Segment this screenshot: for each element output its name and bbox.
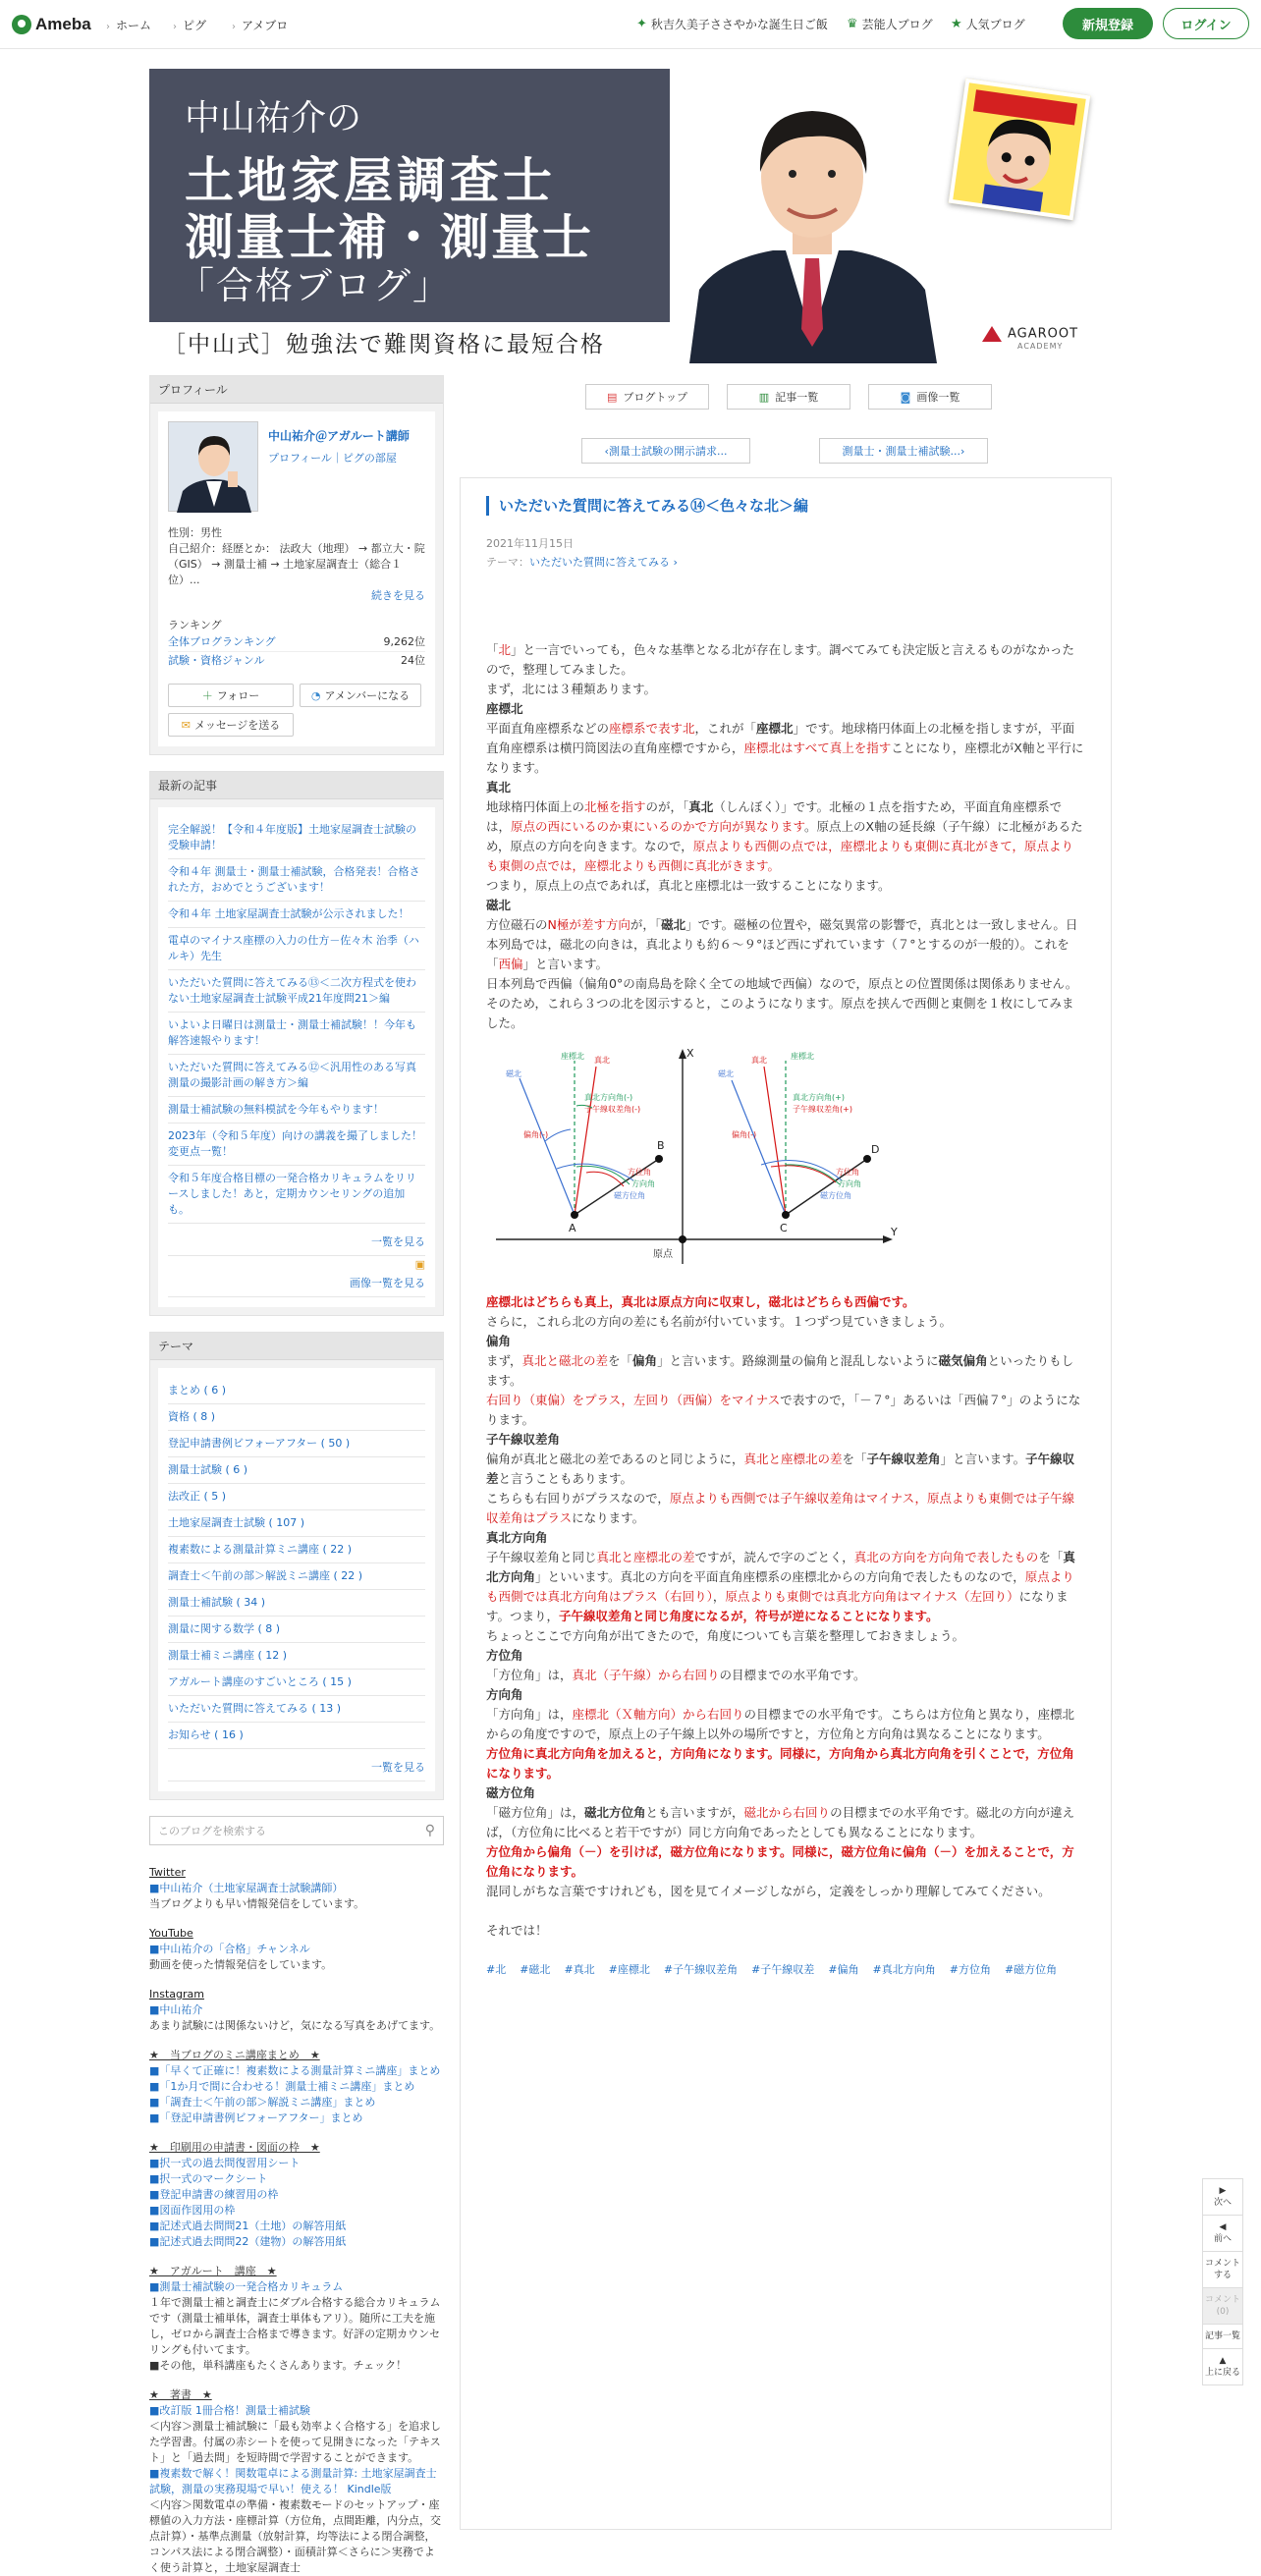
heading-jihoku: 磁北 [486, 898, 512, 912]
floating-nav [1202, 2178, 1243, 2385]
prev-article-float[interactable]: ◀ 前へ [1203, 2216, 1242, 2252]
left-jiki-label: 磁北 [506, 1069, 521, 1078]
right-jihou-label: 磁方位角 [820, 1191, 851, 1200]
point-a [571, 1211, 578, 1219]
label-b: B [657, 1139, 665, 1152]
print-sheet-link[interactable]: ■択一式のマークシート [149, 2172, 268, 2185]
amember-button[interactable]: ◔ アメンバーになる [300, 684, 421, 707]
theme-heading: テーマ [150, 1333, 443, 1360]
hashtag[interactable]: #座標北 [608, 1963, 650, 1976]
blog-search-input[interactable]: このブログを検索する ⚲ [149, 1816, 444, 1845]
theme-item[interactable]: いただいた質問に答えてみる ( 13 ) [168, 1696, 425, 1723]
twitter-heading[interactable]: Twitter [149, 1866, 186, 1879]
recent-item[interactable]: いよいよ日曜日は測量士・測量士補試験！！今年も解答速報やります！ [168, 1013, 425, 1055]
image-list-link[interactable]: 画像一覧を見る [168, 1271, 425, 1297]
theme-item[interactable]: 測量に関する数学 ( 8 ) [168, 1617, 425, 1643]
recent-heading: 最新の記事 [150, 772, 443, 799]
banner-title-panel: 中山祐介の 土地家屋調査士 測量士補・測量士 「合格ブログ」 [149, 69, 670, 322]
theme-more-link[interactable]: 一覧を見る [168, 1755, 425, 1781]
para-angle-intro: ちょっとここで方向角が出てきたので，角度についても言葉を整理しておきましょう。 [486, 1628, 965, 1643]
left-houkou-label: 方向角 [631, 1179, 655, 1188]
nav-ameblo[interactable]: › アメブロ [232, 19, 289, 32]
theme-item[interactable]: まとめ ( 6 ) [168, 1378, 425, 1404]
rank-genre-link[interactable]: 試験・資格ジャンル [168, 654, 265, 667]
para-zahyo: 平面直角座標系などの座標系で表す北，これが「座標北」です。地球楕円体面上の北極を指しますが，平面直角座標系は横円筒図法の直角座標ですから，座標北はすべて真上を指すことになり，座標北がX軸と平行になります。 [486, 721, 1084, 775]
follow-button[interactable]: ＋ フォロー [168, 684, 294, 707]
youtube-link[interactable]: ■中山祐介の「合格」チャンネル [149, 1943, 310, 1955]
hashtag[interactable]: #子午線収差 [751, 1963, 815, 1976]
sticker-illustration [949, 79, 1091, 221]
hashtag[interactable]: #方位角 [949, 1963, 991, 1976]
sidebar [149, 375, 444, 2576]
para-shigo: 偏角が真北と磁北の差であるのと同じように，真北と座標北の差を「子午線収差角」と言います。子午線収差と言うこともあります。 [486, 1452, 1075, 1486]
para-intro: 「北」と一言でいっても，色々な基準となる北が存在します。調べてみても決定版と言えるものがなかったので，整理してみました。 [486, 642, 1075, 677]
hashtag[interactable]: #北 [486, 1963, 507, 1976]
next-article-button[interactable]: 測量士・測量士補試験... › [819, 438, 988, 464]
left-jihou-label: 磁方位角 [614, 1191, 645, 1200]
kindle-link[interactable]: ■複素数で解く！関数電卓による測量計算: 土地家屋調査士試験，測量の実務現場で早い！使える！ Kindle版 [149, 2467, 437, 2495]
print-sheet-link[interactable]: ■登記申請書の練習用の枠 [149, 2188, 279, 2201]
theme-item[interactable]: 登記申請書例ビフォーアフター ( 50 ) [168, 1431, 425, 1457]
y-axis-label: Y [891, 1226, 898, 1238]
right-henkaku-label: 偏角(-) [732, 1130, 757, 1139]
chevron-right-icon: › [232, 22, 236, 32]
profile-more-link[interactable]: 続きを見る [371, 589, 425, 602]
heading-houi: 方位角 [486, 1648, 523, 1663]
profile-intro: 自己紹介：経歴とか： 法政大（地理） → 都立大・院（GIS） → 測量士補 → 土地家屋調査士（総合１位）... [168, 542, 425, 586]
theme-item[interactable]: 測量士補ミニ講座 ( 12 ) [168, 1643, 425, 1670]
para-closing: 混同しがちな言葉ですけれども，図を見てイメージしながら，定義をしっかり理解してみてください。 [486, 1884, 1051, 1898]
recent-more-link[interactable]: 一覧を見る [168, 1230, 425, 1256]
heading-henkaku: 偏角 [486, 1334, 512, 1348]
article [460, 477, 1112, 2530]
hashtag[interactable]: #子午線収差角 [663, 1963, 739, 1976]
label-a: A [569, 1222, 576, 1234]
profile-name[interactable]: 中山祐介＠アガルート講師 [268, 429, 410, 443]
origin-point [679, 1235, 686, 1243]
print-sheet-link[interactable]: ■択一式の過去問復習用シート [149, 2157, 301, 2169]
mail-icon: ✉ [181, 718, 191, 732]
article-pager [581, 438, 988, 464]
recent-item[interactable]: いただいた質問に答えてみる⑫＜汎用性のある写真測量の撮影計画の解き方＞編 [168, 1055, 425, 1097]
left-henkaku-arc [545, 1129, 571, 1141]
camera-icon: ◙ [900, 390, 911, 404]
article-theme: テーマ：いただいた質問に答えてみる › [486, 556, 678, 569]
banner-subtitle: ［中山式］勉強法で難関資格に最短合格 [163, 332, 605, 357]
next-article-float[interactable]: ▶ 次へ [1203, 2179, 1242, 2216]
heading-houkou: 方向角 [486, 1687, 523, 1702]
right-shin-label: 真北 [751, 1056, 767, 1065]
theme-item[interactable]: 測量士試験 ( 6 ) [168, 1457, 425, 1484]
recent-item[interactable]: 電卓のマイナス座標の入力の仕方－佐々木 治季（ハルキ）先生 [168, 928, 425, 970]
message-button[interactable]: ✉ メッセージを送る [168, 713, 294, 737]
para-names-intro: さらに，これら北の方向の差にも名前が付いています。１つずつ見ていきましょう。 [486, 1314, 953, 1329]
para-shinpoku: 地球楕円体面上の北極を指すのが，「真北（しんぼく）」です。北極の１点を指すため，平面直角座標系では，原点の西にいるのか東にいるのかで方向が異なります。原点上のX軸の延長線（子午線）に北極があるため，原点の方向を向きます。なので，原点よりも西側の点では，座標北よりも東側に真北がきて，原点よりも東側の点では，座標北よりも西側に真北がきます。 [486, 799, 1083, 873]
recent-list [158, 807, 435, 1307]
theme-list [158, 1368, 435, 1791]
theme-item[interactable]: 調査士＜午前の部＞解説ミニ講座 ( 22 ) [168, 1563, 425, 1590]
right-houkou-arc [786, 1165, 840, 1184]
profile-gender: 性別：男性 [168, 526, 222, 539]
chevron-right-icon: › [173, 22, 177, 32]
left-houkou-arc [576, 1166, 630, 1184]
heading-jihou: 磁方位角 [486, 1785, 536, 1800]
blog-banner[interactable] [149, 69, 1112, 363]
theme-item[interactable]: 土地家屋調査士試験 ( 107 ) [168, 1510, 425, 1537]
instagram-heading[interactable]: Instagram [149, 1988, 204, 2001]
left-houi-label: 方位角 [628, 1168, 651, 1177]
chevron-right-icon: › [960, 444, 965, 458]
x-axis-arrow [679, 1049, 686, 1059]
right-houkou-label: 方向角 [838, 1179, 861, 1188]
signup-button[interactable]: 新規登録 [1063, 8, 1153, 39]
print-sheet-link[interactable]: ■記述式過去問問21（土地）の解答用紙 [149, 2220, 347, 2232]
agaroot-logo: AGAROOT ACADEMY [982, 326, 1078, 351]
label-c: C [780, 1222, 788, 1234]
blog-nav-buttons [585, 384, 992, 410]
para-henkaku: まず，真北と磁北の差を「偏角」と言います。路線測量の偏角と混乱しないように磁気偏角といったりもします。 [486, 1353, 1074, 1388]
nav-home[interactable]: › ホーム [106, 19, 152, 32]
youtube-heading[interactable]: YouTube [149, 1927, 193, 1940]
document-icon: ▥ [758, 390, 770, 404]
ameba-logo-icon [12, 15, 31, 34]
right-houi-label: 方位角 [836, 1168, 859, 1177]
blog-top-button[interactable]: ▤ ブログトップ [585, 384, 709, 410]
theme-item[interactable]: お知らせ ( 16 ) [168, 1723, 425, 1749]
login-button[interactable]: ログイン [1163, 8, 1249, 39]
para-summary: 座標北はどちらも真上，真北は原点方向に収束し，磁北はどちらも西偏です。 [486, 1294, 915, 1309]
label-d: D [871, 1143, 880, 1156]
trend-link[interactable]: ✦ 秋吉久美子ささやかな誕生日ご飯 [636, 17, 828, 31]
twitter-link[interactable]: ■中山祐介（土地家屋調査士試験講師） [149, 1882, 344, 1894]
recent-item[interactable]: 令和４年 土地家屋調査士試験が公示されました！ [168, 902, 425, 928]
print-sheet-link[interactable]: ■記述式過去問問22（建物）の解答用紙 [149, 2235, 347, 2248]
theme-item[interactable]: 資格 ( 8 ) [168, 1404, 425, 1431]
left-jiki-line [520, 1078, 575, 1215]
home-icon: ▤ [606, 390, 618, 404]
print-sheet-link[interactable]: ■図面作図用の枠 [149, 2204, 236, 2217]
para-figure-intro: そのため，これら３つの北を図示すると，このようになります。原点を挟んで西側と東側を１枚にしてみました。 [486, 996, 1074, 1030]
image-list-button[interactable]: ◙ 画像一覧 [868, 384, 992, 410]
popular-blog-link[interactable]: ★ 人気ブログ [951, 17, 1025, 31]
recent-posts-box [149, 771, 444, 1316]
right-shigo-label: 子午線収差角(+) [793, 1105, 852, 1114]
image-icon: ▣ [414, 1258, 425, 1271]
ranking-label: ランキング [168, 619, 222, 631]
article-body: 「北」と一言でいっても，色々な基準となる北が存在します。調べてみても決定版と言えるものがなかったので，整理してみました。 まず，北には３種類あります。 座標北 平面直角座標系などの座標系で表す北，これが「座標北」です。地球楕円体面上の北極を指しますが，平面直角座標系は横円筒図法の直角座標ですから，座標北はすべて真上を指すことになり，座標北がX軸と平行になります。 真北 地球楕円体面上の北極を指すのが，「真北（しんぼく）」です。北極の１点を指すため，平面直角座標系では，原点の西にいるのか東にいるのかで方向が異なります。原点上のX軸の延長線（子午線）に北極があるため，原点の方向を向きます。なので，原点よりも西側の点では，座標北よりも東側に真北がきて，原点よりも東側の点では，座標北よりも西側に真北がきます。 つまり，原点上の点であれば，真北と座標北は一致することになります。 磁北 方位磁石のN極が差す方向が，「磁北」です。磁極の位置や，磁気異常の影響で，真北とは一致しません。日本列島では，磁北の向きは，真北よりも約６～９°ほど西にずれています（７°とするのが一般的）。これを「西偏」と言います。 日本列島で西偏（偏角0°の南鳥島を除く全ての地域で西偏）なので，原点との位置関係は関係ありません。 そのため，これら３つの北を図示すると，このようになります。原点を挟んで西側と東側を１枚にしてみました。 X Y 原点 A B 座標北 真北 磁北 偏角(-) 真北方向角(-) 子午線収差角(-) 方位角 方向角 磁方位角 C D 座標北 真北 磁北 偏角(-) 真北方向角(+) 子午線収差角(+) 方位角 方向角 磁方位角 座標北はどちらも真上，真北は原点方向に収束し，磁北はどちらも西偏です。 さらに，これら北の方向の差にも名前が付いています。１つずつ見ていきましょう。 偏角 まず，真北と磁北の差を「偏角」と言います。路線測量の偏角と混乱しないように磁気偏角といったりもします。 右回り（東偏）をプラス，左回り（西偏）をマイナスで表すので，「－７°」あるいは「西偏７°」のようになります。 子午線収差角 偏角が真北と磁北の差であるのと同じように，真北と座標北の差を「子午線収差角」と言います。子午線収差と言うこともあります。 こちらも右回りがプラスなので，原点よりも西側では子午線収差角はマイナス，原点よりも東側では子午線収差角はプラスになります。 真北方向角 子午線収差角と同じ真北と座標北の差ですが，読んで字のごとく，真北の方向を方向角で表したものを「真北方向角」といいます。真北の方向を平面直角座標系の座標北からの方向角で表したものなので，原点よりも西側では真北方向角はプラス（右回り），原点よりも東側では真北方向角はマイナス（左回り）になります。つまり，子午線収差角と同じ角度になるが，符号が逆になることになります。 ちょっとここで方向角が出てきたので，角度についても言葉を整理しておきましょう。 方位角 「方位角」は，真北（子午線）から右回りの目標までの水平角です。 方向角 「方向角」は，座標北（Ｘ軸方向）から右回りの目標までの水平角です。こちらは方位角と異なり，座標北からの角度ですので，原点上の子午線上以外の場所ですと，方位角と方向角は異なることになります。 方位角に真北方向角を加えると，方向角になります。同様に，方向角から真北方向角を引くことで，方位角になります。 磁方位角 「磁方位角」は，磁北方位角とも言いますが，磁北から右回りの目標までの水平角です。磁北の方向が違えば，（方位角に比べると若干ですが）同じ方向角であったとしても異なることになります。 方位角から偏角（－）を引けば，磁方位角になります。同様に，磁方位角に偏角（－）を加えることで，方位角になります。 混同しがちな言葉ですけれども，図を見てイメージしながら，定義をしっかり理解してみてください。 それでは！ #北 #磁北 #真北 #座標北 #子午線収差角 #子午線収差 #偏角 #真北方向角 #方位角 #磁方位角 [486, 640, 1085, 1980]
star-icon: ★ [951, 17, 962, 31]
right-shin-hou-label: 真北方向角(+) [793, 1093, 845, 1102]
left-shin-line [575, 1067, 596, 1215]
mini-course-link[interactable]: ■「調査士＜午前の部＞解説ミニ講座」まとめ [149, 2096, 376, 2109]
theme-item[interactable]: 法改正 ( 5 ) [168, 1484, 425, 1510]
recent-item[interactable]: いただいた質問に答えてみる⑬＜二次方程式を使わない土地家屋調査士試験平成21年度問21＞編 [168, 970, 425, 1013]
hashtag[interactable]: #真北 [564, 1963, 595, 1976]
article-list-float[interactable]: 記事一覧 [1203, 2325, 1242, 2349]
theme-box [149, 1332, 444, 1800]
north-diagram [486, 1043, 899, 1279]
avatar[interactable] [168, 421, 258, 512]
rank-overall-link[interactable]: 全体ブログランキング [168, 635, 276, 648]
article-list-button[interactable]: ▥ 記事一覧 [727, 384, 850, 410]
chevron-right-icon: › [106, 22, 110, 32]
heading-shigo: 子午線収差角 [486, 1432, 561, 1447]
article-theme-link[interactable]: いただいた質問に答えてみる [529, 556, 670, 569]
hashtag-list [486, 1960, 1085, 1980]
crown-icon: ♛ [847, 17, 858, 31]
left-henkaku-label: 偏角(-) [523, 1130, 549, 1139]
rank-overall-value: 9,262位 [383, 635, 425, 648]
para-three: まず，北には３種類あります。 [486, 682, 657, 696]
heading-shinpoku: 真北 [486, 780, 512, 795]
chevron-right-icon: › [670, 556, 678, 569]
para-houkou: 「方向角」は，座標北（Ｘ軸方向）から右回りの目標までの水平角です。こちらは方位角と異なり，座標北からの角度ですので，原点上の子午線上以外の場所ですと，方位角と方向角は異なることになります。 [486, 1707, 1075, 1741]
point-d [863, 1155, 871, 1163]
left-zahyo-label: 座標北 [561, 1052, 584, 1061]
global-header [0, 0, 1261, 49]
heading-zahyo: 座標北 [486, 701, 523, 716]
left-shin-label: 真北 [594, 1056, 610, 1065]
profile-heading: プロフィール [150, 376, 443, 404]
nav-pigg[interactable]: › ピグ [173, 19, 207, 32]
right-zahyo-label: 座標北 [791, 1052, 814, 1061]
prev-article-button[interactable]: ‹ 測量士試験の開示請求... [581, 438, 750, 464]
right-jiki-line [732, 1080, 786, 1215]
x-axis-label: X [686, 1047, 694, 1060]
recent-item[interactable]: 完全解説！【令和４年度版】土地家屋調査士試験の受験申請！ [168, 817, 425, 859]
para-jihou: 「磁方位角」は，磁北方位角とも言いますが，磁北から右回りの目標までの水平角です。磁北の方向が違えば，（方位角に比べると若干ですが）同じ方向角であったとしても異なることになります。 [486, 1805, 1075, 1839]
instagram-link[interactable]: ■中山祐介 [149, 2003, 203, 2016]
search-icon[interactable]: ⚲ [424, 1823, 435, 1838]
article-date: 2021年11月15日 [486, 537, 574, 550]
para-jihoku: 方位磁石のN極が差す方向が，「磁北」です。磁極の位置や，磁気異常の影響で，真北とは一致しません。日本列島では，磁北の向きは，真北よりも約６～９°ほど西にずれています（７°とするのが一般的）。これを「西偏」と言います。 [486, 917, 1078, 971]
mini-course-link[interactable]: ■「1か月で間に合わせる！測量士補ミニ講座」まとめ [149, 2080, 415, 2093]
rank-genre-value: 24位 [401, 654, 425, 667]
chevron-left-icon: ‹ [604, 444, 609, 458]
recent-item[interactable]: 令和５年度合格目標の一発合格カリキュラムをリリースしました！あと，定期カウンセリングの追加も。 [168, 1166, 425, 1224]
play-back-icon: ◀ [1219, 2222, 1227, 2232]
play-icon: ▶ [1219, 2186, 1227, 2196]
mini-course-link[interactable]: ■「登記申請書例ビフォーアフター」まとめ [149, 2111, 363, 2124]
left-shin-hou-label: 真北方向角(-) [584, 1093, 633, 1102]
para-bye: それでは！ [486, 1923, 548, 1938]
recent-item[interactable]: 測量士補試験の無料模試を今年もやります！ [168, 1097, 425, 1124]
hashtag[interactable]: #磁北 [520, 1963, 551, 1976]
article-title[interactable]: いただいた質問に答えてみる⑭＜色々な北＞編 [486, 496, 1085, 516]
hashtag[interactable]: #磁方位角 [1004, 1963, 1058, 1976]
caret-up-icon: ▲ [1219, 2356, 1227, 2366]
curriculum-link[interactable]: ■測量士補試験の一発合格カリキュラム [149, 2280, 344, 2293]
author-photo [680, 93, 945, 363]
theme-item[interactable]: 複素数による測量計算ミニ講座 ( 22 ) [168, 1537, 425, 1563]
scroll-top-float[interactable]: ▲ 上に戻る [1204, 2356, 1240, 2378]
sparkle-icon: ✦ [636, 17, 647, 31]
profile-box [149, 375, 444, 755]
right-shin-line [764, 1067, 786, 1215]
para-houi: 「方位角」は，真北（子午線）から右回りの目標までの水平角です。 [486, 1668, 866, 1682]
para-shinhou: 子午線収差角と同じ真北と座標北の差ですが，読んで字のごとく，真北の方向を方向角で表したものを「真北方向角」といいます。真北の方向を平面直角座標系の座標北からの方向角で表したものなので，原点よりも西側では真北方向角はプラス（右回り），原点よりも東側では真北方向角はマイナス（左回り）になります。つまり，子午線収差角と同じ角度になるが，符号が逆になることになります。 [486, 1550, 1075, 1623]
left-houi-arc [586, 1172, 624, 1186]
book-link[interactable]: ■改訂版 1冊合格！測量士補試験 [149, 2404, 310, 2417]
comment-count-float[interactable]: コメント(0) [1203, 2288, 1242, 2325]
hashtag[interactable]: #偏角 [828, 1963, 859, 1976]
right-jiki-label: 磁北 [718, 1069, 734, 1078]
comment-float[interactable]: コメントする [1203, 2252, 1242, 2288]
point-c [782, 1211, 790, 1219]
heading-shinhou: 真北方向角 [486, 1530, 548, 1545]
ameba-logo[interactable]: Ameba [12, 13, 91, 36]
theme-item[interactable]: アガルート講座のすごいところ ( 15 ) [168, 1670, 425, 1696]
hashtag[interactable]: #真北方向角 [872, 1963, 936, 1976]
theme-item[interactable]: 測量士補試験 ( 34 ) [168, 1590, 425, 1617]
recent-item[interactable]: 2023年（令和５年度）向けの講義を撮了しました！変更点一覧！ [168, 1124, 425, 1166]
origin-label: 原点 [653, 1249, 673, 1260]
mini-course-link[interactable]: ■「早くて正確に！複素数による測量計算ミニ講座」まとめ [149, 2064, 441, 2077]
free-area: Twitter ■中山祐介（土地家屋調査士試験講師） 当ブログよりも早い情報発信をしています。 YouTube ■中山祐介の「合格」チャンネル 動画を使った情報発信をしています。 Instagram ■中山祐介 あまり試験には関係ないけど，気になる写真をあげてます。 ★ 当ブログのミニ講座まとめ ★ ■「早くて正確に！複素数による測量計算ミニ講座」まとめ ■「1か月で間に合わせる！測量士補ミニ講座」まとめ ■「調査士＜午前の部＞解説ミニ講座」まとめ ■「登記申請書例ビフォーアフター」まとめ ★ 印刷用の申請書・図面の枠 ★ ■択一式の過去問復習用シート ■択一式のマークシート ■登記申請書の練習用の枠 ■図面作図用の枠 ■記述式過去問問21（土地）の解答用紙 ■記述式過去問問22（建物）の解答用紙 ★ アガルート 講座 ★ ■測量士補試験の一発合格カリキュラム １年で測量士補と調査士にダブル合格する総合カリキュラムです（測量士補単体，調査士単体もアリ）。随所に工夫を施し，ゼロから調査士合格まで導きます。好評の定期カウンセリングも付いてます。 ■その他，単科講座もたくさんあります。チェック！ ★ 著書 ★ ■改訂版 1冊合格！測量士補試験 ＜内容＞測量士補試験に「最も効率よく合格する」を追求した学習書。付属の赤シートを使って見開きになった「テキスト」と「過去問」を短時間で学習することができます。 ■複素数で解く！関数電卓による測量計算: 土地家屋調査士試験，測量の実務現場で早い！使える！ Kindle版 ＜内容＞関数電卓の準備・複素数モードのセットアップ・座標値の入力方法・座標計算（方位角，点間距離，内分点，交点計算）・基準点測量（放射計算，均等法による閉合調整，コンパス法による閉合調整）・面積計算＜さらに＞実務でよく使う計算と，土地家屋調査士 [149, 1866, 441, 2574]
recent-item[interactable]: 令和４年 測量士・測量士補試験，合格発表！合格された方，おめでとうございます！ [168, 859, 425, 902]
amember-icon: ◔ [310, 688, 321, 702]
point-b [655, 1155, 663, 1163]
left-shigo-label: 子午線収差角(-) [584, 1105, 641, 1114]
agaroot-mark-icon [982, 326, 1002, 342]
profile-links[interactable]: プロフィール｜ピグの部屋 [268, 452, 397, 465]
plus-icon: ＋ [201, 689, 213, 702]
celebrity-blog-link[interactable]: ♛ 芸能人ブログ [847, 17, 933, 31]
